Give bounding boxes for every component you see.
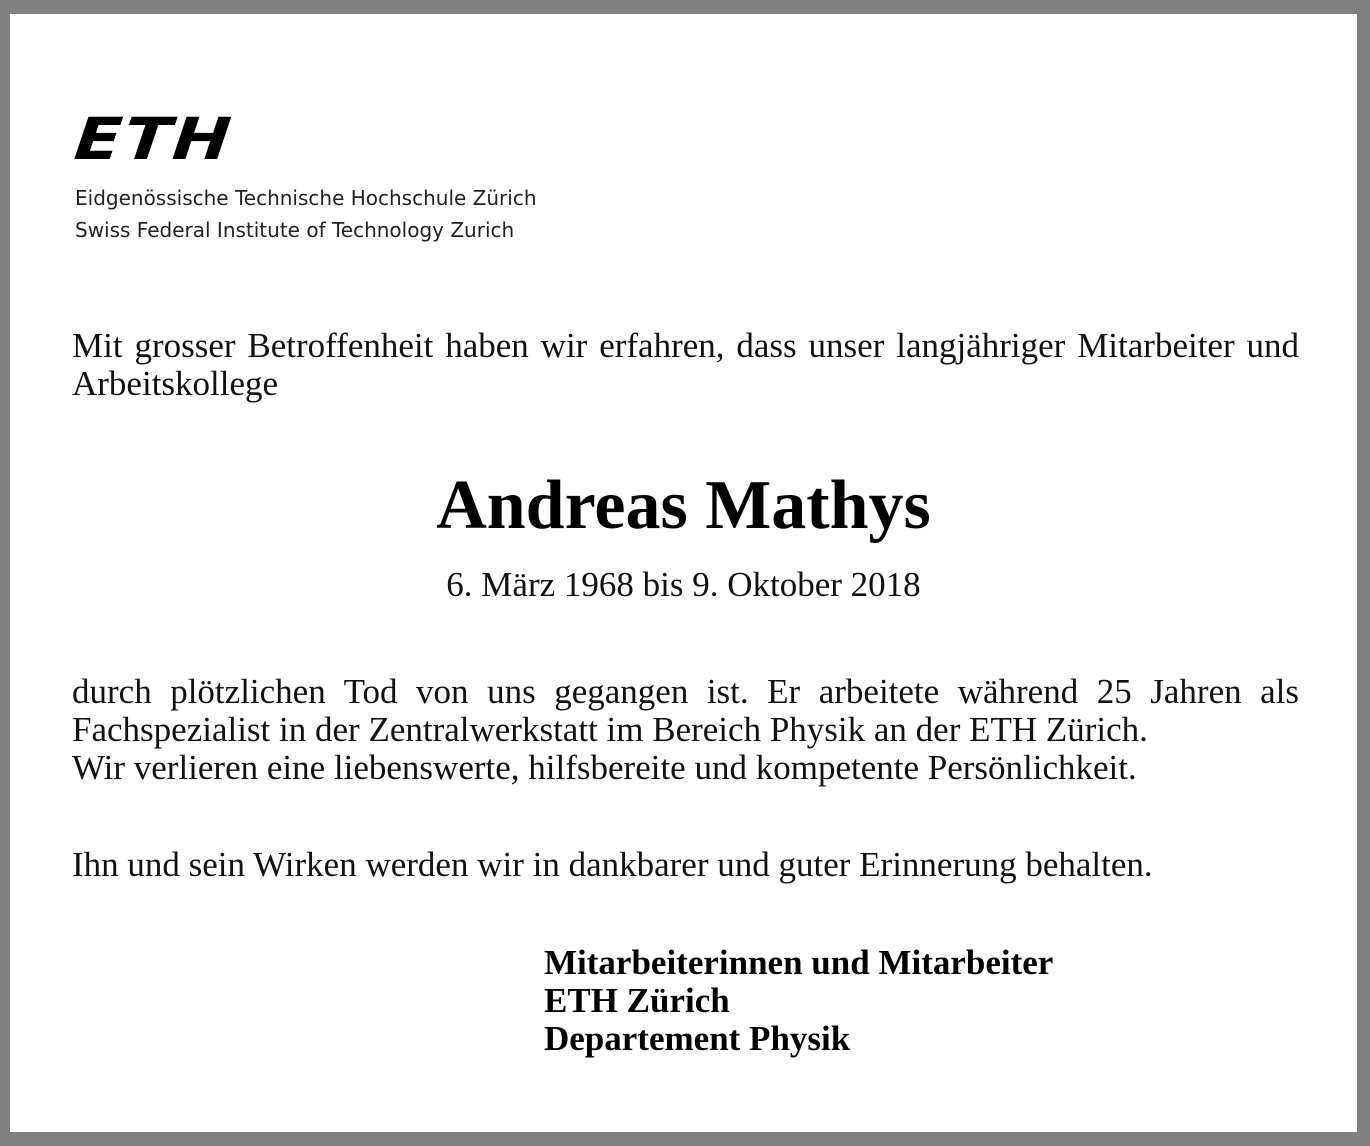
signature-line: Departement Physik <box>544 1019 851 1058</box>
signature-line: Mitarbeiterinnen und Mitarbeiter <box>544 943 1054 982</box>
body-line: durch plötzlichen Tod von uns gegangen ist. Er arbeitete während 25 Jahren als <box>72 672 1299 711</box>
signature-line: ETH Zürich <box>544 981 730 1020</box>
closing-paragraph: Ihn und sein Wirken werden wir in dankbarer und guter Erinnerung behalten. <box>72 845 1153 884</box>
signature-block <box>544 944 1053 1058</box>
body-paragraph <box>72 673 1299 787</box>
eth-logo-mark: ETH <box>71 105 237 173</box>
deceased-name: Andreas Mathys <box>436 467 931 544</box>
institution-name-english: Swiss Federal Institute of Technology Zurich <box>75 218 515 242</box>
intro-paragraph: Mit grosser Betroffenheit haben wir erfahren, dass unser langjähriger Mitarbeiter und Arbeitskollege <box>72 326 1299 403</box>
obituary-notice <box>10 14 1357 1132</box>
life-dates: 6. März 1968 bis 9. Oktober 2018 <box>446 565 921 604</box>
eth-logo <box>71 105 537 242</box>
institution-name-german: Eidgenössische Technische Hochschule Zürich <box>75 186 537 210</box>
body-line: Fachspezialist in der Zentralwerkstatt im Bereich Physik an der ETH Zürich. <box>72 710 1148 749</box>
body-line: Wir verlieren eine liebenswerte, hilfsbereite und kompetente Persönlichkeit. <box>72 748 1137 787</box>
